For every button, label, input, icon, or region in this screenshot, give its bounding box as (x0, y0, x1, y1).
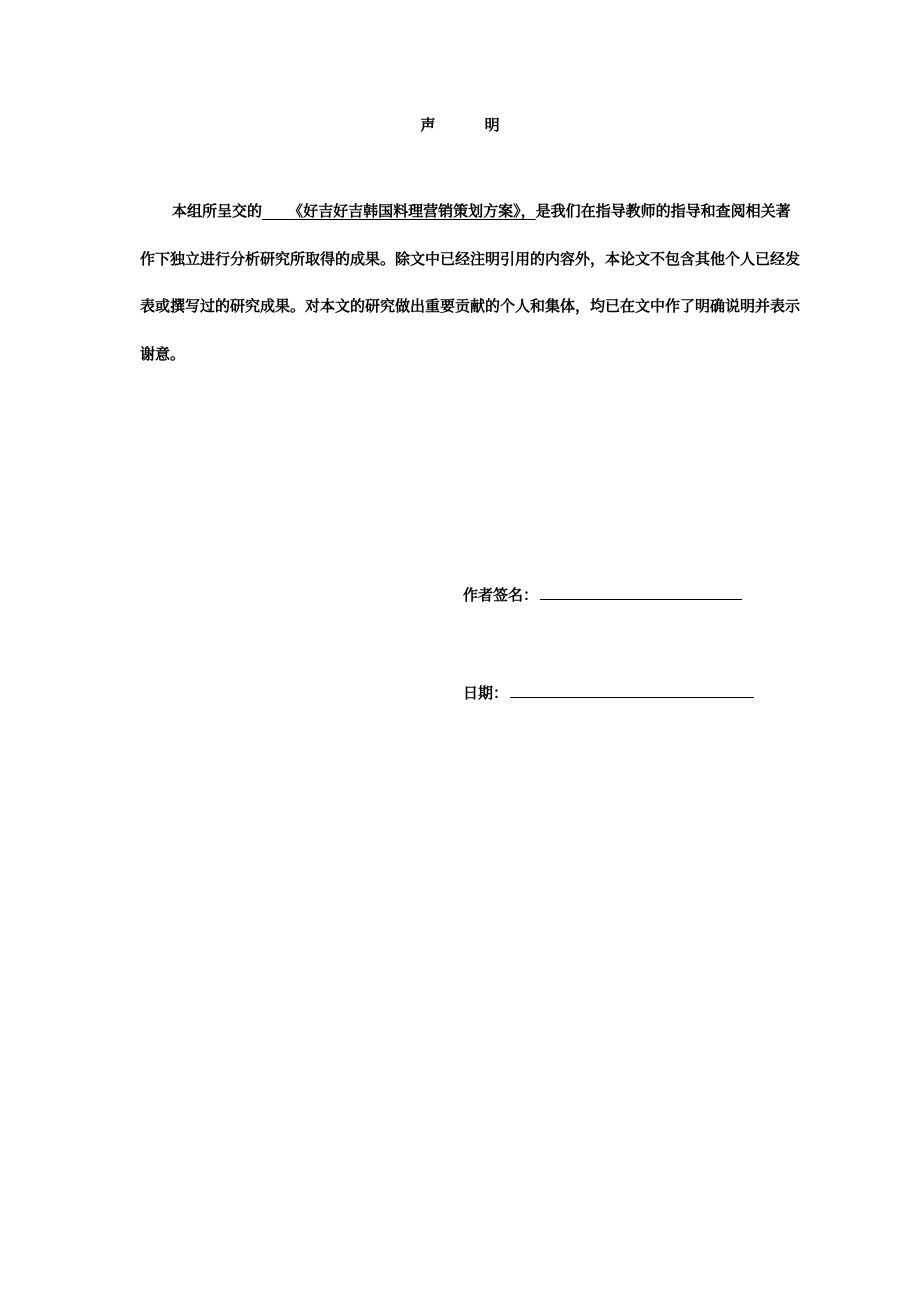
report-title (262, 202, 536, 220)
date-label: 日期： (463, 684, 509, 702)
paragraph-lead: 本组所呈交的 (172, 202, 263, 220)
date-row (463, 682, 754, 703)
author-signature-row (463, 584, 742, 605)
declaration-paragraph (140, 188, 800, 378)
paragraph-body: 是我们在指导教师的指导和查阅相关著作下独立进行分析研究所取得的成果。除文中已经注明引用的内容外，本论文不包含其他个人已经发表或撰写过的研究成果。对本文的研究做出重要贡献的个人和集体，均已在文中作了明确说明并表示谢意。 (140, 202, 801, 363)
author-signature-label: 作者签名： (463, 586, 539, 604)
date-line[interactable] (510, 683, 754, 698)
author-signature-line[interactable] (540, 585, 742, 600)
page-title: 声 明 (420, 116, 522, 134)
report-title-text: 《好吉好吉韩国料理营销策划方案》， (288, 202, 536, 220)
